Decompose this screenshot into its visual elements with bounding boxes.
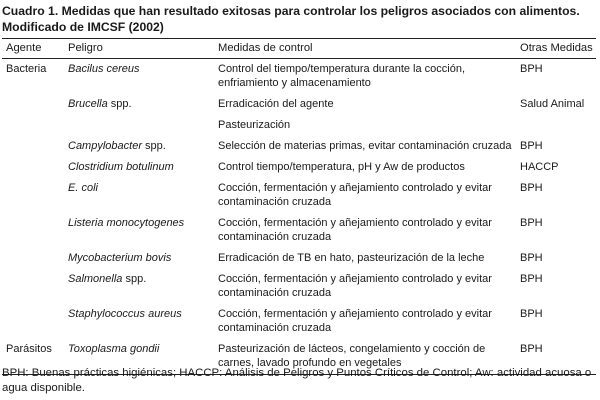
cell-agent bbox=[2, 272, 68, 300]
cell-other: BPH bbox=[520, 63, 543, 75]
cell-control: Cocción, fermentación y añejamiento controlado y evitar contaminación cruzada bbox=[218, 217, 492, 243]
cell-control: Cocción, fermentación y añejamiento controlado y evitar contaminación cruzada bbox=[218, 308, 492, 334]
cell-control: Pasteurización de lácteos, congelamiento y cocción de carnes, lavado profundo en vegetales bbox=[218, 343, 486, 369]
cell-hazard bbox=[68, 160, 218, 174]
cell-control: Erradicación de TB en hato, pasteurización de la leche bbox=[218, 252, 485, 264]
cell-control: Control tiempo/temperatura, pH y Aw de productos bbox=[218, 161, 465, 173]
cell-agent bbox=[2, 160, 68, 174]
table-row bbox=[2, 94, 596, 115]
hazard-name: Listeria monocytogenes bbox=[68, 217, 185, 229]
cell-other bbox=[520, 118, 596, 132]
cell-hazard bbox=[68, 139, 218, 153]
cell-other: BPH bbox=[520, 252, 543, 264]
table-row bbox=[2, 269, 596, 304]
table-row bbox=[2, 115, 596, 136]
hazard-name: Clostridium botulinum bbox=[68, 161, 174, 173]
table-row bbox=[2, 213, 596, 248]
cell-hazard bbox=[68, 216, 218, 244]
cell-agent bbox=[2, 97, 68, 111]
cell-hazard bbox=[68, 118, 218, 132]
header-other: Otras Medidas bbox=[520, 42, 593, 54]
header-hazard: Peligro bbox=[68, 42, 103, 54]
hazard-name: Campylobacter bbox=[68, 140, 142, 152]
cell-other: BPH bbox=[520, 343, 543, 355]
cell-other: Salud Animal bbox=[520, 98, 585, 110]
hazard-name: Mycobacterium bovis bbox=[68, 252, 172, 264]
hazard-suffix: spp. bbox=[122, 273, 147, 285]
table-row bbox=[2, 304, 596, 339]
cell-agent: Bacteria bbox=[6, 63, 47, 75]
cell-control: Erradicación del agente bbox=[218, 98, 334, 110]
cell-other: BPH bbox=[520, 308, 543, 320]
table-caption bbox=[2, 3, 596, 35]
table-row bbox=[2, 157, 596, 178]
cell-control: Pasteurización bbox=[218, 119, 291, 131]
hazard-name: Toxoplasma gondii bbox=[68, 343, 160, 355]
header-control: Medidas de control bbox=[218, 42, 313, 54]
cell-agent bbox=[2, 216, 68, 244]
table-row bbox=[2, 59, 596, 94]
cell-agent bbox=[2, 307, 68, 335]
header-agent: Agente bbox=[6, 42, 42, 54]
hazard-suffix: spp. bbox=[141, 140, 166, 152]
cell-other: BPH bbox=[520, 217, 543, 229]
hazard-name: Staphylococcus aureus bbox=[68, 308, 182, 320]
table-header bbox=[2, 39, 596, 59]
caption-text: Medidas que han resultado exitosas para controlar los peligros asociados con alimentos. Modificado de IMCSF (2002) bbox=[2, 4, 580, 34]
cell-agent bbox=[2, 139, 68, 153]
cell-control: Cocción, fermentación y añejamiento controlado y evitar contaminación cruzada bbox=[218, 182, 492, 208]
hazard-name: Salmonella bbox=[68, 273, 123, 285]
caption-label: Cuadro 1. bbox=[2, 4, 59, 18]
cell-agent bbox=[2, 118, 68, 132]
cell-agent bbox=[2, 251, 68, 265]
cell-agent bbox=[2, 181, 68, 209]
cell-other: BPH bbox=[520, 182, 543, 194]
cell-hazard bbox=[68, 62, 218, 90]
hazard-suffix: spp. bbox=[107, 98, 132, 110]
hazard-name: E. coli bbox=[68, 182, 98, 194]
cell-control: Cocción, fermentación y añejamiento controlado y evitar contaminación cruzada bbox=[218, 273, 492, 299]
cell-control: Selección de materias primas, evitar contaminación cruzada bbox=[218, 140, 512, 152]
table-row bbox=[2, 136, 596, 157]
table-footnote: BPH: Buenas prácticas higiénicas; HACCP: Análisis de Peligros y Puntos Críticos de Control; Aw: actividad acuosa o agua disponible. bbox=[2, 367, 592, 394]
cell-hazard bbox=[68, 251, 218, 265]
table-row bbox=[2, 178, 596, 213]
cell-agent: Parásitos bbox=[6, 343, 52, 355]
hazard-name: Bacilus cereus bbox=[68, 63, 140, 75]
cell-hazard bbox=[68, 181, 218, 209]
cell-hazard bbox=[68, 97, 218, 111]
cell-other: BPH bbox=[520, 273, 543, 285]
hazard-name: Brucella bbox=[68, 98, 108, 110]
control-measures-table bbox=[2, 38, 596, 375]
table-body bbox=[2, 59, 596, 374]
cell-control: Control del tiempo/temperatura durante la cocción, enfriamiento y almacenamiento bbox=[218, 63, 466, 89]
cell-hazard bbox=[68, 272, 218, 300]
cell-other: BPH bbox=[520, 140, 543, 152]
cell-hazard bbox=[68, 307, 218, 335]
table-row bbox=[2, 248, 596, 269]
cell-other: HACCP bbox=[520, 161, 559, 173]
